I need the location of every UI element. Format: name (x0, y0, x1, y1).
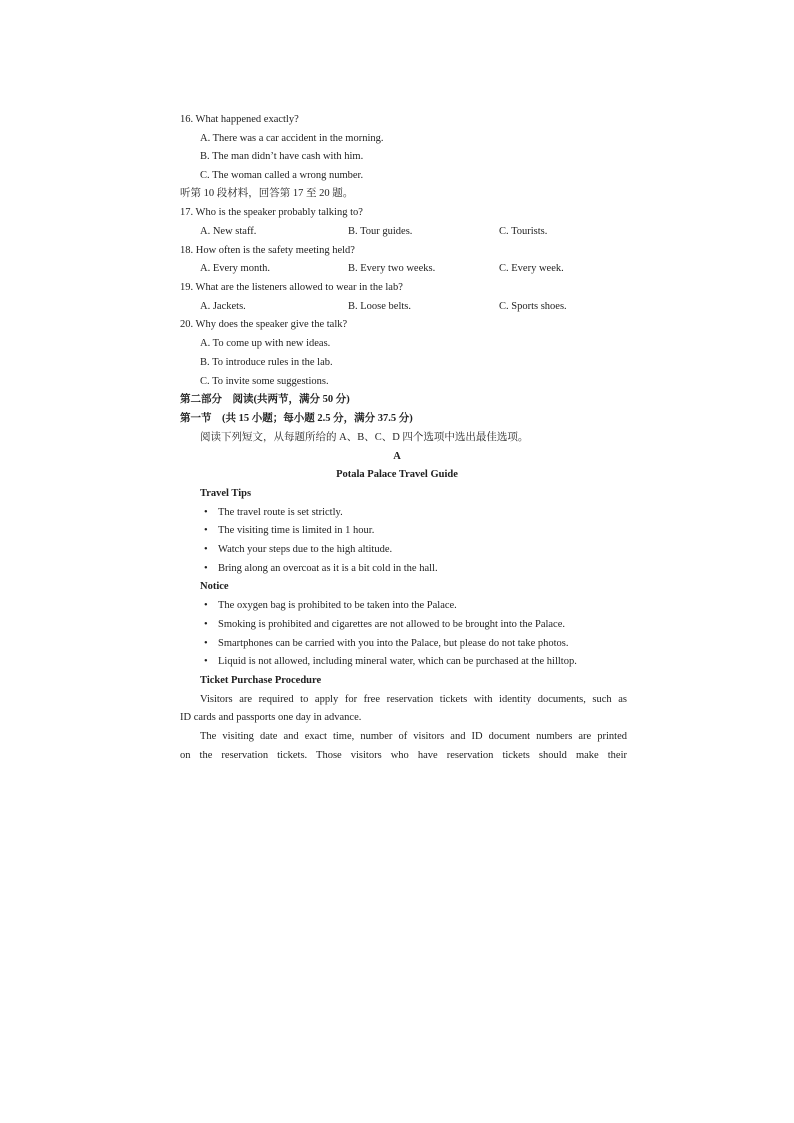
reading-section-title: 第一节 (共 15 小题；每小题 2.5 分，满分 37.5 分) (180, 413, 413, 424)
bullet-icon: • (204, 656, 208, 667)
q18-option-b: B. Every two weeks. (348, 263, 436, 274)
q16-option-a: A. There was a car accident in the morning. (200, 133, 384, 144)
q17-stem: 17. Who is the speaker probably talking to? (180, 207, 363, 218)
reading-part-title: 第二部分 阅读(共两节，满分 50 分) (180, 394, 350, 405)
bullet-icon: • (204, 600, 208, 611)
q19-option-b: B. Loose belts. (348, 301, 411, 312)
passage-title: Potala Palace Travel Guide (336, 469, 458, 480)
q16-stem: 16. What happened exactly? (180, 114, 299, 125)
bullet-icon: • (204, 619, 208, 630)
q17-option-c: C. Tourists. (499, 226, 548, 237)
q20-option-c: C. To invite some suggestions. (200, 376, 329, 387)
passage-letter: A (393, 451, 401, 462)
q19-option-a: A. Jackets. (200, 301, 246, 312)
paragraph-line: Visitors are required to apply for free reservation tickets with identity documents, such as (200, 694, 627, 705)
q20-stem: 20. Why does the speaker give the talk? (180, 319, 348, 330)
travel-tip-item: • The travel route is set strictly. (204, 507, 343, 518)
notice-item: • Smartphones can be carried with you into the Palace, but please do not take photos. (204, 638, 569, 649)
notice-item: • Smoking is prohibited and cigarettes are not allowed to be brought into the Palace. (204, 619, 565, 630)
travel-tip-item: • Watch your steps due to the high altitude. (204, 544, 393, 555)
q18-option-a: A. Every month. (200, 263, 270, 274)
q16-option-b: B. The man didn’t have cash with him. (200, 151, 364, 162)
q19-stem: 19. What are the listeners allowed to wear in the lab? (180, 282, 403, 293)
travel-tip-item: • Bring along an overcoat as it is a bit cold in the hall. (204, 563, 438, 574)
q19-option-c: C. Sports shoes. (499, 301, 567, 312)
q17-option-b: B. Tour guides. (348, 226, 413, 237)
paragraph-line: The visiting date and exact time, number of visitors and ID document numbers are printed (200, 731, 627, 742)
bullet-icon: • (204, 563, 208, 574)
q20-option-a: A. To come up with new ideas. (200, 338, 331, 349)
ticket-procedure-heading: Ticket Purchase Procedure (200, 675, 322, 686)
bullet-icon: • (204, 525, 208, 536)
bullet-icon: • (204, 507, 208, 518)
paragraph-line: ID cards and passports one day in advance. (180, 712, 362, 723)
notice-item: • The oxygen bag is prohibited to be taken into the Palace. (204, 600, 457, 611)
paragraph-line: on the reservation tickets. Those visitors who have reservation tickets should make their (180, 750, 627, 761)
q17-option-a: A. New staff. (200, 226, 257, 237)
travel-tips-heading: Travel Tips (200, 488, 252, 499)
reading-instruction: 阅读下列短文，从每题所给的 A、B、C、D 四个选项中选出最佳选项。 (200, 432, 529, 443)
q20-option-b: B. To introduce rules in the lab. (200, 357, 333, 368)
bullet-icon: • (204, 638, 208, 649)
notice-item: • Liquid is not allowed, including mineral water, which can be purchased at the hilltop. (204, 656, 577, 667)
bullet-icon: • (204, 544, 208, 555)
q16-option-c: C. The woman called a wrong number. (200, 170, 364, 181)
travel-tip-item: • The visiting time is limited in 1 hour. (204, 525, 375, 536)
q18-option-c: C. Every week. (499, 263, 564, 274)
notice-heading: Notice (200, 581, 229, 592)
listening-section-intro: 听第 10 段材料，回答第 17 至 20 题。 (180, 188, 354, 199)
q18-stem: 18. How often is the safety meeting held? (180, 245, 355, 256)
